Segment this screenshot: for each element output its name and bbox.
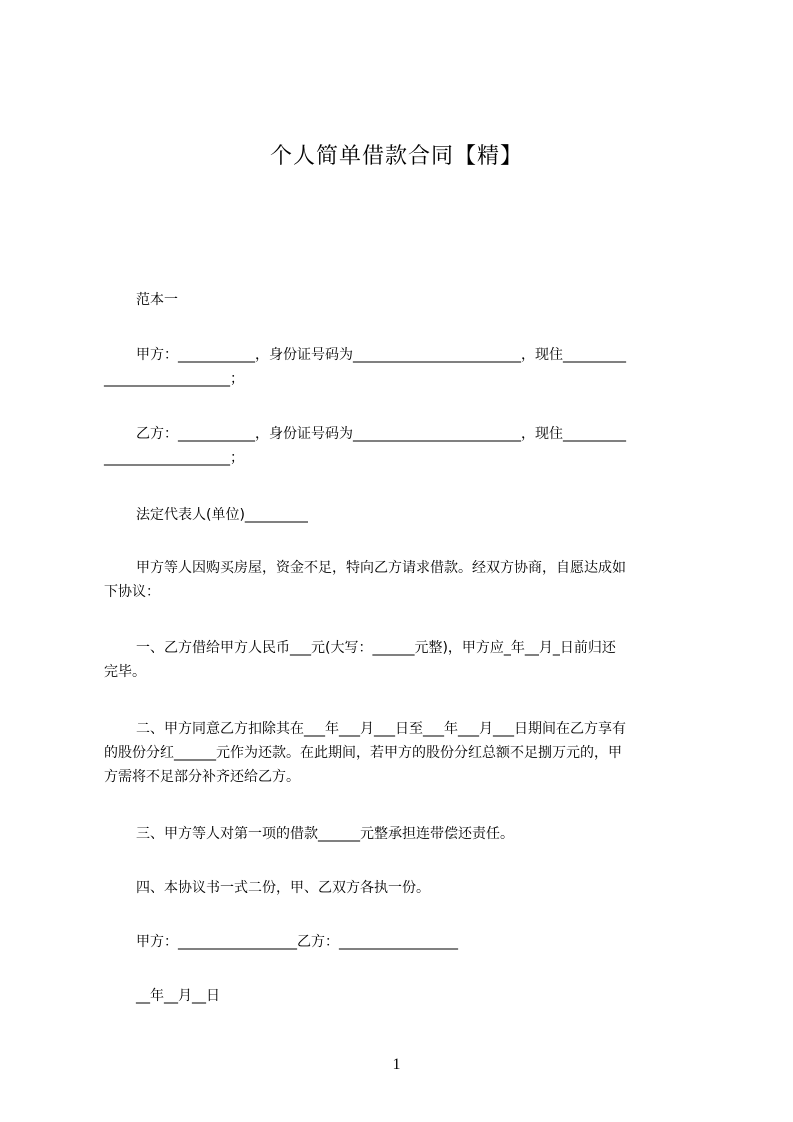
- clause-2-line-3: 方需将不足部分补齐还给乙方。: [104, 769, 300, 785]
- page-number: 1: [392, 1056, 401, 1073]
- party-a-paragraph: [104, 343, 702, 391]
- date-line: __年__月__日: [136, 988, 220, 1004]
- party-b-line-1: 乙方：___________，身份证号码为________________________，现住_________: [136, 426, 626, 442]
- preamble-line-2: 下协议：: [104, 584, 160, 600]
- document-title: 个人简单借款合同【精】: [269, 144, 523, 169]
- legal-representative-line: 法定代表人(单位)_________: [136, 507, 308, 523]
- preamble-paragraph: [104, 556, 702, 604]
- signature-line: 甲方：_________________乙方：_________________: [136, 934, 458, 950]
- party-b-line-2: __________________；: [104, 450, 244, 466]
- template-label: 范本一: [136, 292, 178, 308]
- clause-2-line-1: 二、甲方同意乙方扣除其在___年___月___日至___年___月___日期间在乙方享有: [136, 721, 626, 737]
- clause-2-paragraph: [104, 717, 702, 789]
- clause-3-paragraph: 三、甲方等人对第一项的借款______元整承担连带偿还责任。: [136, 826, 514, 842]
- clause-1-line-2: 完毕。: [104, 664, 146, 680]
- clause-1-line-1: 一、乙方借给甲方人民币___元(大写：______元整)，甲方应_年__月_日前归还: [136, 640, 616, 656]
- party-a-line-2: __________________；: [104, 371, 244, 387]
- preamble-line-1: 甲方等人因购买房屋，资金不足，特向乙方请求借款。经双方协商，自愿达成如: [136, 560, 626, 576]
- clause-1-paragraph: [104, 636, 702, 684]
- party-a-line-1: 甲方：___________，身份证号码为________________________，现住_________: [136, 347, 626, 363]
- clause-2-line-2: 的股份分红______元作为还款。在此期间，若甲方的股份分红总额不足捌万元的，甲: [104, 745, 622, 761]
- party-b-paragraph: [104, 422, 702, 470]
- clause-4-paragraph: 四、本协议书一式二份，甲、乙双方各执一份。: [136, 880, 430, 896]
